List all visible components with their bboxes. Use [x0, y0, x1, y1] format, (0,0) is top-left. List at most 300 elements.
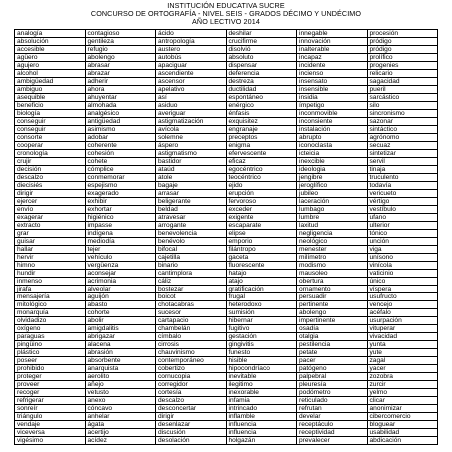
word-cell: inmenso: [15, 277, 86, 285]
word-cell: elipse: [226, 229, 297, 237]
word-cell: acrimonia: [85, 277, 156, 285]
table-row: [15, 293, 438, 301]
word-cell: progenies: [367, 61, 438, 69]
word-cell: exhibir: [85, 197, 156, 205]
word-cell: teocéntrico: [226, 173, 297, 181]
word-cell: abasto: [85, 301, 156, 309]
word-cell: ágata: [85, 421, 156, 429]
word-cell: desconcertar: [156, 405, 227, 413]
table-row: [15, 125, 438, 133]
word-cell: arrasar: [156, 189, 227, 197]
word-cell: anonimizar: [367, 405, 438, 413]
word-cell: lumbago: [297, 205, 368, 213]
word-cell: gratificación: [226, 285, 297, 293]
table-row: [15, 30, 438, 38]
word-cell: exagerar: [15, 213, 86, 221]
word-cell: hatajo: [226, 269, 297, 277]
table-row: [15, 133, 438, 141]
word-cell: exagerado: [85, 189, 156, 197]
word-cell: autobús: [156, 53, 227, 61]
word-cell: vencejo: [367, 301, 438, 309]
word-cell: yacer: [367, 365, 438, 373]
word-cell: acídez: [85, 437, 156, 445]
word-cell: hundir: [15, 269, 86, 277]
word-cell: pródigo: [367, 45, 438, 53]
word-cell: viceversa: [15, 429, 86, 437]
word-cell: cantimplora: [156, 269, 227, 277]
word-cell: decisión: [15, 165, 86, 173]
word-cell: absolución: [15, 37, 86, 45]
table-row: [15, 229, 438, 237]
word-cell: zozobra: [367, 373, 438, 381]
word-cell: acertijo: [85, 429, 156, 437]
word-cell: gingivitis: [226, 341, 297, 349]
word-cell: añejo: [85, 381, 156, 389]
word-cell: cáliz: [156, 277, 227, 285]
word-cell: olvidadizo: [15, 317, 86, 325]
word-cell: beldad: [156, 205, 227, 213]
word-cell: oxígeno: [15, 325, 86, 333]
word-cell: todavía: [367, 181, 438, 189]
word-cell: vestíbulo: [367, 205, 438, 213]
word-cell: silo: [367, 101, 438, 109]
word-cell: pestilencia: [297, 341, 368, 349]
word-cell: apaciguar: [156, 61, 227, 69]
table-row: [15, 93, 438, 101]
table-row: [15, 181, 438, 189]
word-cell: absorbente: [85, 357, 156, 365]
word-cell: abrasión: [85, 349, 156, 357]
word-cell: prolífico: [367, 53, 438, 61]
table-row: [15, 213, 438, 221]
word-cell: zagal: [367, 357, 438, 365]
word-cell: funesto: [226, 349, 297, 357]
word-cell: espontáneo: [226, 93, 297, 101]
word-cell: ímpetigo: [297, 101, 368, 109]
word-cell: triángulo: [15, 413, 86, 421]
word-cell: extracto: [15, 221, 86, 229]
word-cell: chotacabras: [156, 301, 227, 309]
table-row: [15, 101, 438, 109]
table-row: [15, 365, 438, 373]
word-cell: benévolo: [156, 237, 227, 245]
word-cell: jubileo: [297, 189, 368, 197]
word-cell: proteger: [15, 373, 86, 381]
word-cell: agujero: [15, 61, 86, 69]
word-cell: enigma: [226, 141, 297, 149]
word-cell: cóncavo: [85, 405, 156, 413]
word-cell: mitológico: [15, 301, 86, 309]
word-cell: grar: [15, 229, 86, 237]
word-cell: monarquía: [15, 309, 86, 317]
word-cell: impasse: [85, 221, 156, 229]
word-cell: cornucopia: [156, 373, 227, 381]
table-row: [15, 117, 438, 125]
word-cell: mensajería: [15, 293, 86, 301]
word-cell: vaticinio: [367, 269, 438, 277]
word-cell: anexo: [85, 397, 156, 405]
word-cell: boicot: [156, 293, 227, 301]
word-cell: abrasar: [85, 61, 156, 69]
word-cell: exhortar: [85, 205, 156, 213]
word-cell: ahora: [85, 85, 156, 93]
word-cell: usufructo: [367, 293, 438, 301]
word-cell: ataúd: [156, 165, 227, 173]
word-cell: gentileza: [85, 37, 156, 45]
word-cell: pleuresía: [297, 381, 368, 389]
word-cell: refugio: [85, 45, 156, 53]
word-cell: lumbre: [297, 213, 368, 221]
word-cell: impertinente: [297, 317, 368, 325]
word-cell: usabilidad: [367, 429, 438, 437]
word-cell: otalgia: [297, 333, 368, 341]
word-cell: deshilar: [226, 30, 297, 38]
word-cell: modismo: [297, 261, 368, 269]
word-cell: aguijón: [85, 293, 156, 301]
word-cell: ornamento: [297, 285, 368, 293]
word-cell: abolengo: [297, 309, 368, 317]
table-row: [15, 317, 438, 325]
table-row: [15, 221, 438, 229]
word-cell: vergüenza: [85, 261, 156, 269]
word-cell: ascensor: [156, 77, 227, 85]
school-year: AÑO LECTIVO 2014: [192, 17, 260, 26]
word-cell: deferencia: [226, 69, 297, 77]
word-cell: abolengo: [85, 53, 156, 61]
word-cell: incienso: [297, 69, 368, 77]
word-cell: heterodoxo: [226, 301, 297, 309]
word-cell: apelativo: [156, 85, 227, 93]
word-cell: cortesía: [156, 389, 227, 397]
word-cell: aerolito: [85, 373, 156, 381]
word-cell: inconsiente: [297, 117, 368, 125]
word-cell: vigésimo: [15, 437, 86, 445]
word-cell: emporio: [226, 237, 297, 245]
word-cell: abrigazar: [85, 333, 156, 341]
table-row: [15, 205, 438, 213]
word-cell: cohete: [85, 157, 156, 165]
word-cell: ácido: [156, 30, 227, 38]
word-cell: bloguear: [367, 421, 438, 429]
table-row: [15, 405, 438, 413]
word-cell: mediodía: [85, 237, 156, 245]
word-cell: vericueto: [367, 189, 438, 197]
word-cell: eficaz: [226, 157, 297, 165]
word-cell: sarcástico: [367, 93, 438, 101]
word-cell: plástico: [15, 349, 86, 357]
word-cell: chambelán: [156, 325, 227, 333]
word-cell: sagacidad: [367, 77, 438, 85]
word-cell: intrincado: [226, 405, 297, 413]
word-cell: sincronismo: [367, 109, 438, 117]
word-cell: erupción: [226, 189, 297, 197]
word-cell: instalación: [297, 125, 368, 133]
school-name: INSTITUCIÓN EDUCATIVA SUCRE: [167, 1, 285, 10]
word-cell: sucesor: [156, 309, 227, 317]
word-cell: envío: [15, 205, 86, 213]
word-cell: crucifirme: [226, 37, 297, 45]
word-cell: zurcir: [367, 381, 438, 389]
word-cell: contagioso: [85, 30, 156, 38]
word-cell: bastidor: [156, 157, 227, 165]
word-cell: ilegitimo: [226, 381, 297, 389]
word-cell: yelmo: [367, 389, 438, 397]
word-cell: accesible: [15, 45, 86, 53]
word-cell: tinaja: [367, 165, 438, 173]
word-cell: único: [367, 277, 438, 285]
word-cell: incapaz: [297, 53, 368, 61]
word-cell: holgazán: [226, 437, 297, 445]
word-cell: insidia: [297, 93, 368, 101]
word-cell: diecisiés: [15, 181, 86, 189]
word-cell: clicar: [367, 397, 438, 405]
word-cell: fervoroso: [226, 197, 297, 205]
word-cell: proveer: [15, 381, 86, 389]
word-cell: neológico: [297, 237, 368, 245]
word-cell: ambiguo: [15, 85, 86, 93]
word-cell: címbalo: [156, 333, 227, 341]
word-cell: astigmatismo: [156, 149, 227, 157]
word-cell: averiguar: [156, 109, 227, 117]
word-cell: benevolencia: [156, 229, 227, 237]
word-cell: bifocal: [156, 245, 227, 253]
word-cell: indígena: [85, 229, 156, 237]
word-cell: inevitable: [226, 373, 297, 381]
word-cell: tónico: [367, 229, 438, 237]
word-cell: yunta: [367, 341, 438, 349]
word-cell: sumisión: [226, 309, 297, 317]
table-row: [15, 349, 438, 357]
word-cell: cómplice: [85, 165, 156, 173]
word-cell: enérgico: [226, 101, 297, 109]
word-cell: procesión: [367, 30, 438, 38]
table-row: [15, 157, 438, 165]
word-cell: efervescente: [226, 149, 297, 157]
word-cell: hibernar: [226, 317, 297, 325]
table-row: [15, 341, 438, 349]
word-cell: negligencia: [297, 229, 368, 237]
word-cell: engranaje: [226, 125, 297, 133]
word-cell: dispensar: [226, 61, 297, 69]
contest-title: CONCURSO DE ORTOGRAFÍA - NIVEL SEIS - GRADOS DÉCIMO Y UNDÉCIMO: [90, 9, 362, 18]
word-cell: secuaz: [367, 141, 438, 149]
word-cell: fluorescente: [226, 261, 297, 269]
table-row: [15, 333, 438, 341]
word-cell: víspera: [367, 285, 438, 293]
word-cell: absoluto: [226, 53, 297, 61]
word-cell: vinícola: [367, 261, 438, 269]
word-cell: laxitud: [297, 221, 368, 229]
table-row: [15, 61, 438, 69]
word-cell: menester: [297, 245, 368, 253]
table-row: [15, 253, 438, 261]
word-cell: descalzo: [156, 397, 227, 405]
word-cell: vivacidad: [367, 333, 438, 341]
word-cell: inexcible: [297, 157, 368, 165]
word-cell: ambigüedad: [15, 77, 86, 85]
word-cell: obertura: [297, 277, 368, 285]
word-cell: exceder: [226, 205, 297, 213]
word-cell: petate: [297, 349, 368, 357]
word-cell: guisar: [15, 237, 86, 245]
word-cell: vendaje: [15, 421, 86, 429]
word-cell: sonreír: [15, 405, 86, 413]
word-cell: ejercer: [15, 197, 86, 205]
table-row: [15, 437, 438, 445]
word-cell: cooperar: [15, 141, 86, 149]
table-row: [15, 261, 438, 269]
word-cell: jirafa: [15, 285, 86, 293]
word-cell: analgésico: [85, 109, 156, 117]
word-cell: insensible: [297, 85, 368, 93]
table-row: [15, 37, 438, 45]
word-cell: agrónomo: [367, 133, 438, 141]
table-row: [15, 149, 438, 157]
word-cell: analogía: [15, 30, 86, 38]
word-cell: hervir: [15, 253, 86, 261]
word-cell: desenlazar: [156, 421, 227, 429]
table-row: [15, 277, 438, 285]
word-cell: influencia: [226, 421, 297, 429]
word-cell: sazonar: [367, 117, 438, 125]
word-cell: arrogante: [156, 221, 227, 229]
table-row: [15, 373, 438, 381]
word-cell: cronología: [15, 149, 86, 157]
word-cell: astigmatización: [156, 117, 227, 125]
word-cell: adherir: [85, 77, 156, 85]
word-cell: poseer: [15, 357, 86, 365]
word-cell: develar: [297, 413, 368, 421]
word-cell: avícola: [156, 125, 227, 133]
word-cell: gaceta: [226, 253, 297, 261]
table-row: [15, 141, 438, 149]
table-row: [15, 245, 438, 253]
word-cell: innegable: [297, 30, 368, 38]
table-row: [15, 85, 438, 93]
word-cell: fugitivo: [226, 325, 297, 333]
word-cell: preceptos: [226, 133, 297, 141]
word-cell: antropología: [156, 37, 227, 45]
word-cell: hallar: [15, 245, 86, 253]
table-row: [15, 189, 438, 197]
table-row: [15, 109, 438, 117]
word-cell: yute: [367, 349, 438, 357]
word-cell: destreza: [226, 77, 297, 85]
word-cell: jeroglífico: [297, 181, 368, 189]
word-cell: recoger: [15, 389, 86, 397]
table-row: [15, 197, 438, 205]
word-cell: conseguir: [15, 125, 86, 133]
word-cell: exigente: [226, 213, 297, 221]
word-cell: crujir: [15, 157, 86, 165]
word-cell: disolvió: [226, 45, 297, 53]
word-cell: atole: [156, 173, 227, 181]
word-cell: ulterior: [367, 221, 438, 229]
word-cell: aconsejar: [85, 269, 156, 277]
word-cell: ufano: [367, 213, 438, 221]
word-cell: exquisitez: [226, 117, 297, 125]
word-cell: laceración: [297, 197, 368, 205]
word-cell: himno: [15, 261, 86, 269]
word-cell: ideologia: [297, 165, 368, 173]
table-row: [15, 389, 438, 397]
word-cell: vetusto: [85, 389, 156, 397]
word-cell: almohada: [85, 101, 156, 109]
table-row: [15, 421, 438, 429]
table-row: [15, 357, 438, 365]
word-cell: icteicia: [297, 149, 368, 157]
word-cell: gestación: [226, 333, 297, 341]
word-cell: inexorable: [226, 389, 297, 397]
word-cell: espejismo: [85, 181, 156, 189]
word-cell: anhelar: [85, 413, 156, 421]
word-cell: osadía: [297, 325, 368, 333]
word-cell: jengibre: [297, 173, 368, 181]
word-cell: anarquista: [85, 365, 156, 373]
word-cell: alacena: [85, 341, 156, 349]
word-cell: abrazar: [85, 69, 156, 77]
word-cell: inalterable: [297, 45, 368, 53]
word-cell: ductilidad: [226, 85, 297, 93]
word-cell: frugal: [226, 293, 297, 301]
word-cell: amigdalitis: [85, 325, 156, 333]
word-cell: desolación: [156, 437, 227, 445]
word-cell: vehículo: [85, 253, 156, 261]
word-cell: hipocondríaco: [226, 365, 297, 373]
word-cell: cirrosis: [156, 341, 227, 349]
word-cell: abdicación: [367, 437, 438, 445]
word-cell: cohorte: [85, 309, 156, 317]
word-cell: cohesión: [85, 149, 156, 157]
table-row: [15, 77, 438, 85]
word-cell: chauvinismo: [156, 349, 227, 357]
word-cell: abrupto: [297, 133, 368, 141]
word-cell: conmemorar: [85, 173, 156, 181]
word-cell: alveolar: [85, 285, 156, 293]
word-cell: iconoclasta: [297, 141, 368, 149]
table-row: [15, 397, 438, 405]
word-cell: discusión: [156, 429, 227, 437]
word-cell: beligerante: [156, 197, 227, 205]
word-cell: consorte: [15, 133, 86, 141]
word-cell: biología: [15, 109, 86, 117]
word-cell: adobar: [85, 133, 156, 141]
word-cell: milímetro: [297, 253, 368, 261]
word-cell: pueril: [367, 85, 438, 93]
word-cell: influencia: [226, 429, 297, 437]
word-cell: insensato: [297, 77, 368, 85]
word-cell: prevalecer: [297, 437, 368, 445]
word-cell: unísono: [367, 253, 438, 261]
word-cell: relicario: [367, 69, 438, 77]
word-cell: filántropo: [226, 245, 297, 253]
word-cell: paraguas: [15, 333, 86, 341]
word-cell: sintáctico: [367, 125, 438, 133]
table-row: [15, 69, 438, 77]
word-cell: bostezar: [156, 285, 227, 293]
word-cell: ascendiente: [156, 69, 227, 77]
word-cell: conseguir: [15, 117, 86, 125]
word-cell: inflamble: [226, 413, 297, 421]
word-cell: alcohol: [15, 69, 86, 77]
word-cell: áspero: [156, 141, 227, 149]
word-cell: mausoleo: [297, 269, 368, 277]
table-row: [15, 325, 438, 333]
word-cell: sintetizar: [367, 149, 438, 157]
table-row: [15, 429, 438, 437]
table-row: [15, 301, 438, 309]
word-cell: patógeno: [297, 365, 368, 373]
